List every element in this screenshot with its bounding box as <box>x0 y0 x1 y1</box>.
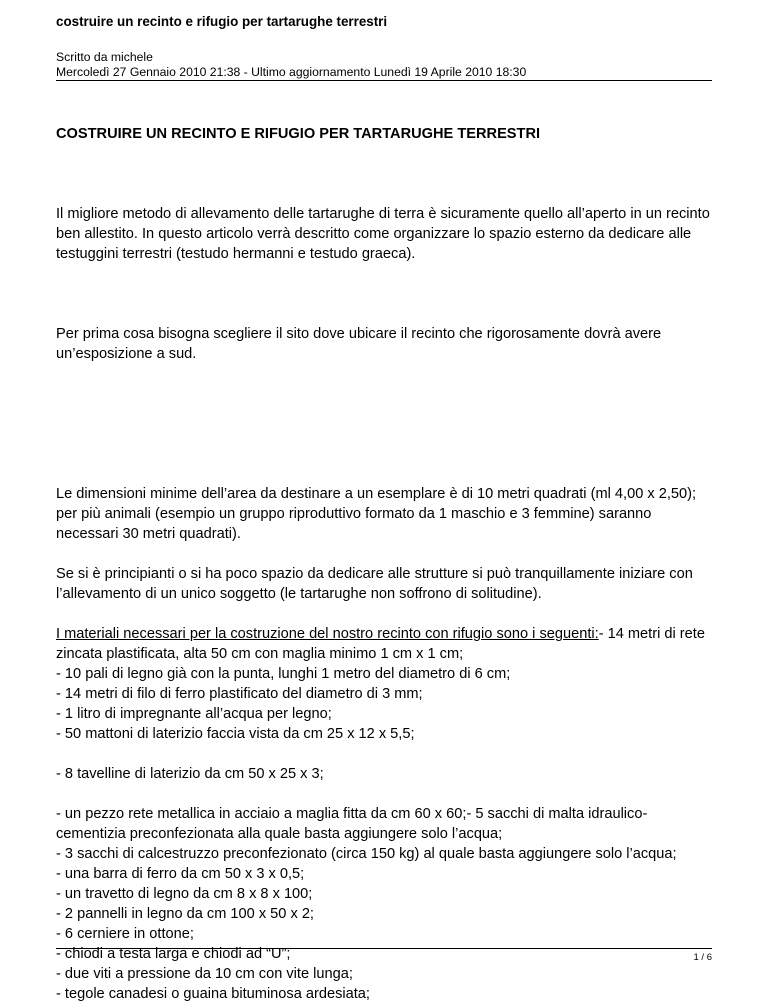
materials-block-2 <box>56 804 712 844</box>
header-divider <box>56 80 712 81</box>
materials-item: - 8 tavelline di laterizio da cm 50 x 25 x 3; <box>56 766 324 782</box>
document-header <box>56 14 712 80</box>
materials-item: - 14 metri di filo di ferro plastificato del diametro di 3 mm; <box>56 686 423 702</box>
materials-item: - 3 sacchi di calcestruzzo preconfezionato (circa 150 kg) al quale basta aggiungere solo l’acqua; <box>56 846 677 862</box>
paragraph-dimensions: Le dimensioni minime dell’area da destinare a un esemplare è di 10 metri quadrati (ml 4,00 x 2,50); per più animali (esempio un gruppo riproduttivo formato da 1 maschio e 3 femmine) saranno necessari 30 metri quadrati). <box>56 486 697 542</box>
author-line: Scritto da michele <box>56 50 153 64</box>
materials-item: - 1 litro di impregnante all’acqua per legno; <box>56 706 332 722</box>
materials-intro: I materiali necessari per la costruzione del nostro recinto con rifugio sono i seguenti: <box>56 626 599 642</box>
paragraph-site: Per prima cosa bisogna scegliere il sito dove ubicare il recinto che rigorosamente dovrà avere un’esposizione a sud. <box>56 326 662 362</box>
materials-item: - tegole canadesi o guaina bituminosa ardesiata; <box>56 986 370 1002</box>
materials-item: - 14 metri di rete zincata plastificata, alta 50 cm con maglia minimo 1 cm x 1 cm; <box>56 626 705 662</box>
materials-item: - 6 cerniere in ottone; <box>56 926 194 942</box>
dates-line: Mercoledì 27 Gennaio 2010 21:38 - Ultimo aggiornamento Lunedì 19 Aprile 2010 18:30 <box>56 65 527 79</box>
paragraph-intro: Il migliore metodo di allevamento delle tartarughe di terra è sicuramente quello all’aperto in un recinto ben allestito. In questo articolo verrà descritto come organizzare lo spazio esterno da dedicare alle testuggini terrestri (testudo hermanni e testudo graeca). <box>56 206 710 262</box>
article-heading: COSTRUIRE UN RECINTO E RIFUGIO PER TARTARUGHE TERRESTRI <box>56 126 541 142</box>
materials-item: - 50 mattoni di laterizio faccia vista da cm 25 x 12 x 5,5; <box>56 726 415 742</box>
materials-item: - due viti a pressione da 10 cm con vite lunga; <box>56 966 353 982</box>
materials-item: - un pezzo rete metallica in acciaio a maglia fitta da cm 60 x 60; <box>56 806 467 822</box>
materials-item: - 10 pali di legno già con la punta, lunghi 1 metro del diametro di 6 cm; <box>56 666 511 682</box>
page-number: 1 / 6 <box>693 952 712 963</box>
materials-block-1 <box>56 624 712 664</box>
paragraph-beginners: Se si è principianti o si ha poco spazio da dedicare alle strutture si può tranquillamente iniziare con l’allevamento di un unico soggetto (le tartarughe non soffrono di solitudine). <box>56 566 693 602</box>
footer-divider <box>56 948 712 949</box>
document-title: costruire un recinto e rifugio per tartarughe terrestri <box>56 14 388 29</box>
materials-item: - una barra di ferro da cm 50 x 3 x 0,5; <box>56 866 305 882</box>
materials-item: - un travetto di legno da cm 8 x 8 x 100; <box>56 886 313 902</box>
document-meta <box>56 50 712 80</box>
materials-item: - 5 sacchi di malta idraulico-cementizia preconfezionata alla quale basta aggiungere solo l’acqua; <box>56 806 648 842</box>
materials-item: - 2 pannelli in legno da cm 100 x 50 x 2; <box>56 906 314 922</box>
article-body <box>56 124 712 1004</box>
materials-list <box>56 624 712 1004</box>
materials-item: - chiodi a testa larga e chiodi ad “U”; <box>56 946 291 962</box>
